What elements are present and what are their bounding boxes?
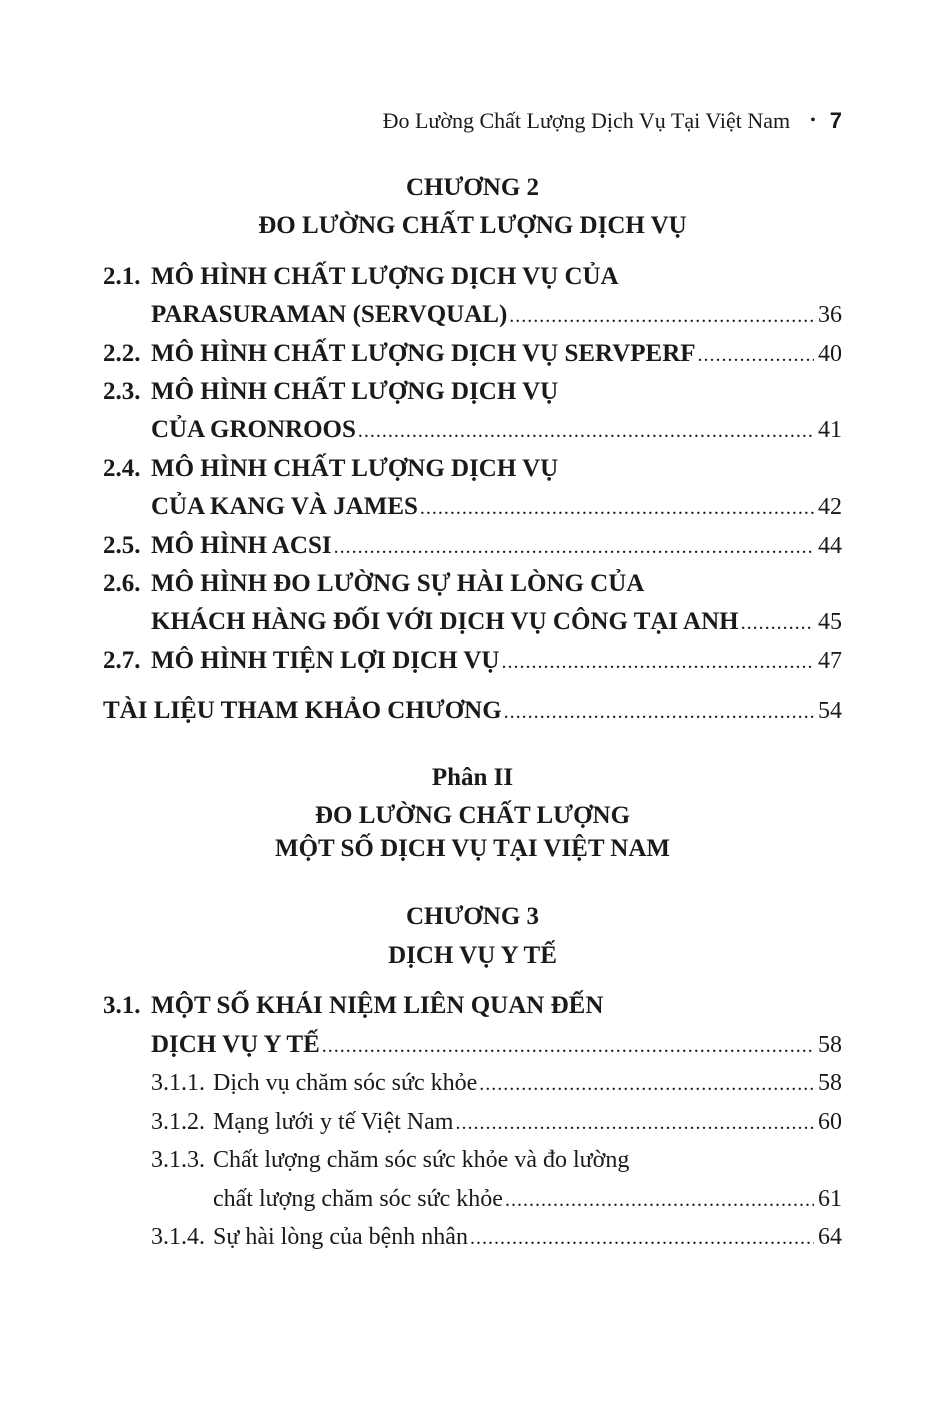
toc-title: MÔ HÌNH CHẤT LƯỢNG DỊCH VỤ CỦA xyxy=(151,263,619,290)
toc-page: 64 xyxy=(818,1224,842,1250)
toc-page: 42 xyxy=(818,494,842,520)
dot-leader xyxy=(334,528,814,565)
toc-title: Dịch vụ chăm sóc sức khỏe xyxy=(213,1070,478,1096)
toc-page: 58 xyxy=(818,1070,842,1096)
toc-entry-3-1-3-cont[interactable] xyxy=(151,1180,842,1218)
toc-number: 2.3. xyxy=(103,378,141,405)
toc-title: MÔ HÌNH CHẤT LƯỢNG DỊCH VỤ SERVPERF xyxy=(151,340,696,367)
dot-leader xyxy=(698,336,814,373)
page-number: 7 xyxy=(829,108,842,133)
toc-entry-3-1[interactable] xyxy=(103,987,842,1025)
part-2-title-line1: ĐO LƯỜNG CHẤT LƯỢNG xyxy=(314,802,631,829)
toc-page: 60 xyxy=(818,1109,842,1135)
toc-title: Chất lượng chăm sóc sức khỏe và đo lường xyxy=(213,1147,630,1173)
toc-entry-2-2[interactable] xyxy=(103,335,842,373)
toc-page: 47 xyxy=(818,648,842,674)
toc-number: 3.1.4. xyxy=(151,1224,205,1250)
toc-title: CỦA GRONROOS xyxy=(151,416,356,443)
dot-leader xyxy=(322,1027,814,1064)
toc-page: 40 xyxy=(818,341,842,367)
toc-entry-3-1-1[interactable] xyxy=(151,1064,842,1102)
toc-entry-2-1[interactable] xyxy=(103,258,842,296)
toc-entry-2-5[interactable] xyxy=(103,527,842,565)
dot-leader xyxy=(505,1181,814,1218)
toc-number: 2.4. xyxy=(103,455,141,482)
toc-entry-2-3-cont[interactable] xyxy=(103,411,842,449)
part-2-label: Phân II xyxy=(431,764,514,791)
toc-entry-2-7[interactable] xyxy=(103,642,842,680)
dot-leader xyxy=(741,604,814,641)
toc-entry-references[interactable] xyxy=(103,692,842,730)
toc-title: Mạng lưới y tế Việt Nam xyxy=(213,1109,454,1135)
toc-entry-3-1-4[interactable] xyxy=(151,1218,842,1256)
dot-leader xyxy=(501,643,814,680)
toc-page: 58 xyxy=(818,1032,842,1058)
chapter-3-label: CHƯƠNG 3 xyxy=(405,903,540,930)
toc-title: KHÁCH HÀNG ĐỐI VỚI DỊCH VỤ CÔNG TẠI ANH xyxy=(151,608,739,635)
toc-entry-2-4[interactable] xyxy=(103,450,842,488)
toc-number: 2.6. xyxy=(103,570,141,597)
toc-title: MÔ HÌNH CHẤT LƯỢNG DỊCH VỤ xyxy=(151,378,559,405)
toc-title: PARASURAMAN (SERVQUAL) xyxy=(151,301,508,328)
toc-page: 45 xyxy=(818,609,842,635)
dot-leader xyxy=(470,1219,814,1256)
toc-entry-2-1-cont[interactable] xyxy=(103,296,842,334)
toc-title: DỊCH VỤ Y TẾ xyxy=(151,1031,320,1058)
running-header xyxy=(383,108,842,134)
toc-number: 3.1. xyxy=(103,992,141,1019)
toc-number: 3.1.2. xyxy=(151,1109,205,1135)
toc-title: MÔ HÌNH ACSI xyxy=(151,532,332,559)
toc-title: Sự hài lòng của bệnh nhân xyxy=(213,1224,468,1250)
part-2-title-line2: MỘT SỐ DỊCH VỤ TẠI VIỆT NAM xyxy=(275,835,670,862)
dot-leader xyxy=(479,1065,814,1102)
chapter-2-label: CHƯƠNG 2 xyxy=(405,174,540,201)
toc-entry-3-1-3[interactable] xyxy=(151,1141,842,1179)
toc-entry-3-1-cont[interactable] xyxy=(103,1026,842,1064)
toc-number: 2.5. xyxy=(103,532,141,559)
toc-number: 2.1. xyxy=(103,263,141,290)
toc-title: MÔ HÌNH ĐO LƯỜNG SỰ HÀI LÒNG CỦA xyxy=(151,570,645,597)
toc-title: TÀI LIỆU THAM KHẢO CHƯƠNG xyxy=(103,697,502,724)
toc-page: 44 xyxy=(818,533,842,559)
toc-title: MÔ HÌNH CHẤT LƯỢNG DỊCH VỤ xyxy=(151,455,559,482)
toc-number: 2.7. xyxy=(103,647,141,674)
toc-entry-2-6-cont[interactable] xyxy=(103,603,842,641)
dot-leader xyxy=(455,1104,814,1141)
toc-title: MỘT SỐ KHÁI NIỆM LIÊN QUAN ĐẾN xyxy=(151,992,604,1019)
dot-leader xyxy=(509,297,814,334)
toc-number: 2.2. xyxy=(103,340,141,367)
toc-page: 36 xyxy=(818,302,842,328)
toc-entry-2-3[interactable] xyxy=(103,373,842,411)
chapter-3-title: DỊCH VỤ Y TẾ xyxy=(388,942,557,969)
toc-entry-2-4-cont[interactable] xyxy=(103,488,842,526)
toc-entry-3-1-2[interactable] xyxy=(151,1103,842,1141)
toc-page: 54 xyxy=(818,698,842,724)
toc-page: 41 xyxy=(818,417,842,443)
toc-page: 61 xyxy=(818,1186,842,1212)
dot-leader xyxy=(420,489,814,526)
running-title: Đo Lường Chất Lượng Dịch Vụ Tại Việt Nam xyxy=(382,108,791,133)
toc-title: chất lượng chăm sóc sức khỏe xyxy=(213,1186,503,1212)
toc-number: 3.1.3. xyxy=(151,1147,205,1173)
dot-leader xyxy=(358,412,814,449)
bullet-separator: • xyxy=(810,112,816,129)
chapter-2-title: ĐO LƯỜNG CHẤT LƯỢNG DỊCH VỤ xyxy=(258,212,687,239)
dot-leader xyxy=(504,693,814,730)
toc-number: 3.1.1. xyxy=(151,1070,205,1096)
toc-title: MÔ HÌNH TIỆN LỢI DỊCH VỤ xyxy=(151,647,500,674)
toc-title: CỦA KANG VÀ JAMES xyxy=(151,493,418,520)
toc-entry-2-6[interactable] xyxy=(103,565,842,603)
